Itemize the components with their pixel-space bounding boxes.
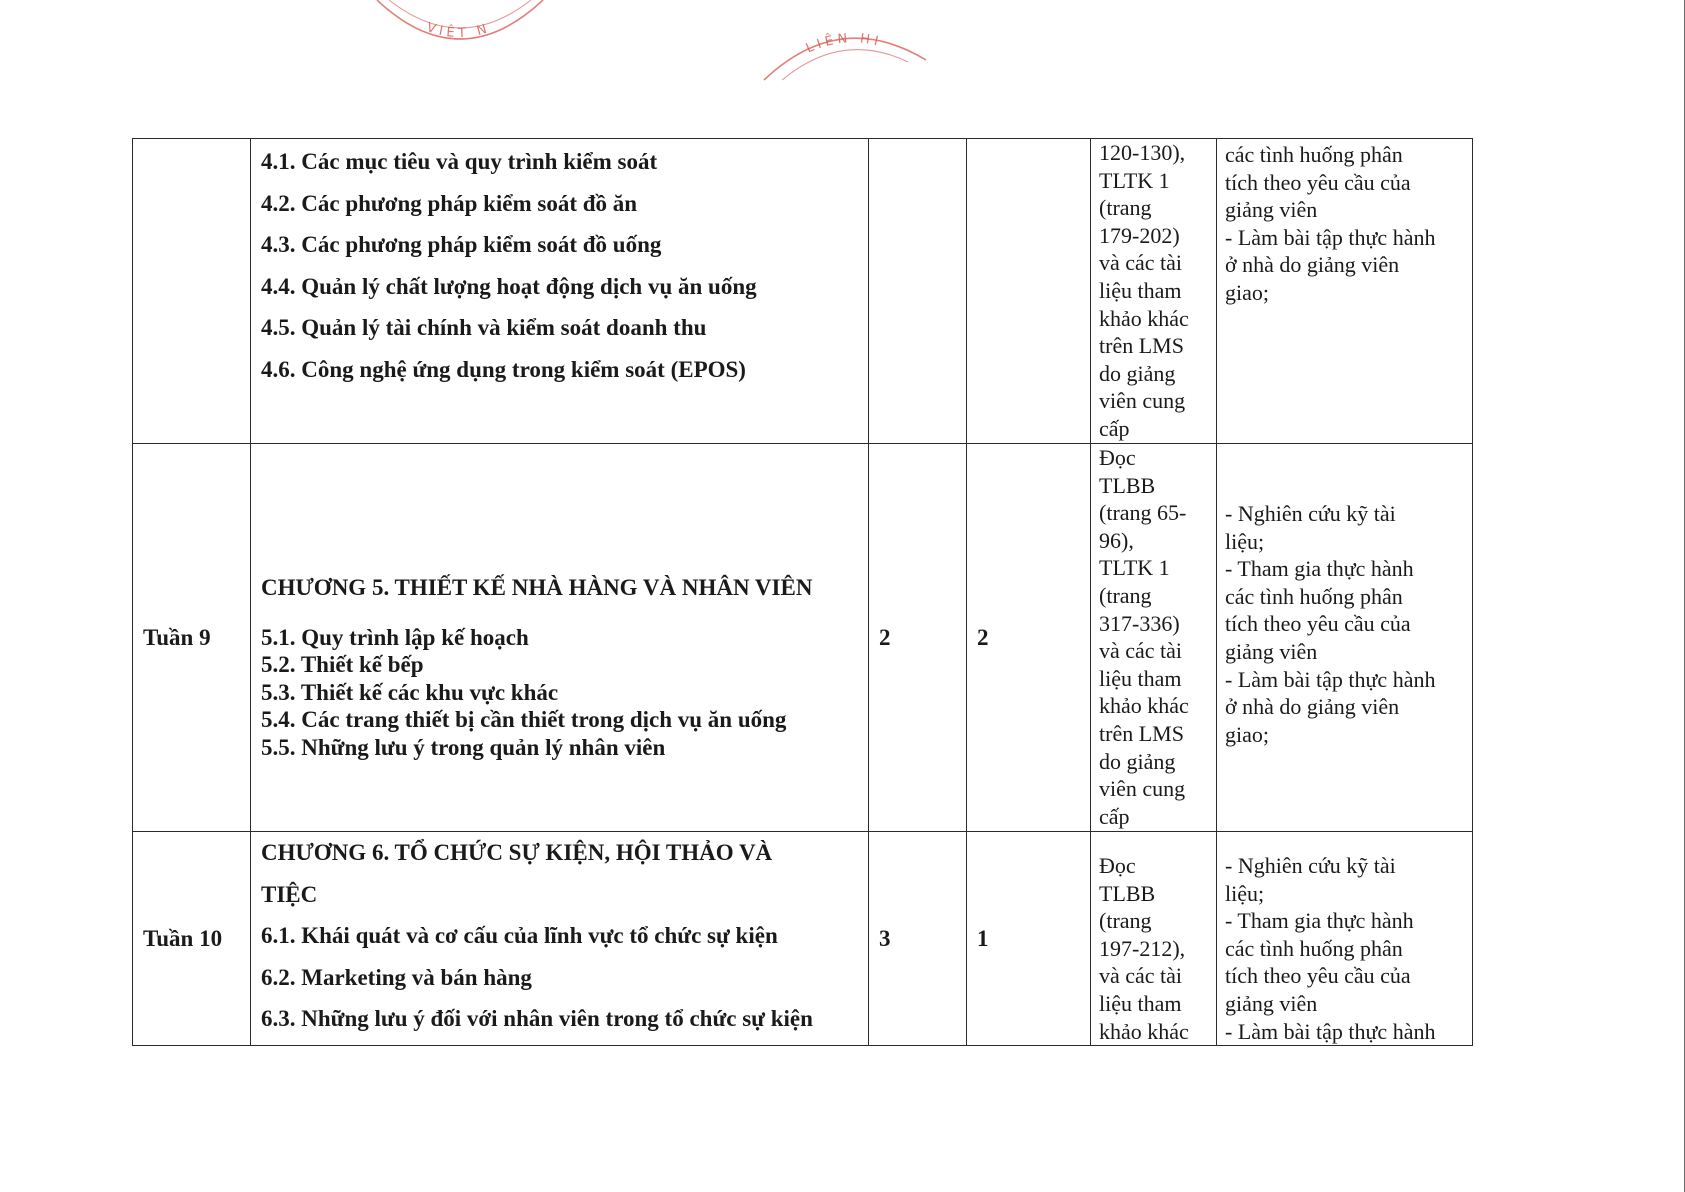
red-seal-stamp-right (760, 22, 930, 82)
topic-line: 6.1. Khái quát và cơ cấu của lĩnh vực tổ chức sự kiện (261, 923, 778, 948)
week-cell: Tuần 10 (133, 832, 251, 1046)
task-line: - Nghiên cứu kỹ tài (1225, 853, 1396, 878)
task-line: giảng viên (1225, 197, 1318, 223)
reference-line: viên cung (1099, 776, 1186, 802)
red-seal-stamp-left (375, 0, 545, 48)
practice-hours-cell: 2 (967, 444, 1091, 832)
reference-line: viên cung (1099, 388, 1186, 414)
reference-line: liệu tham (1099, 277, 1182, 303)
reference-line: trên LMS (1099, 333, 1184, 359)
task-line: liệu; (1225, 528, 1265, 554)
task-line: giảng viên (1225, 638, 1318, 664)
references-cell (1091, 139, 1217, 444)
topic-line: 5.1. Quy trình lập kế hoạch (261, 624, 529, 650)
references-cell (1091, 832, 1217, 1046)
reference-line: Đọc (1099, 445, 1136, 470)
syllabus-schedule-table (132, 138, 1473, 1046)
topic-line: 5.3. Thiết kế các khu vực khác (261, 679, 559, 705)
reference-line: và các tài (1099, 963, 1183, 989)
reference-line: TLTK 1 (1099, 167, 1170, 193)
reference-line: liệu tham (1099, 665, 1182, 691)
task-line: - Làm bài tập thực hành (1225, 1018, 1436, 1044)
topic-line: 6.3. Những lưu ý đối với nhân viên trong tổ chức sự kiện (261, 1006, 813, 1031)
task-line: tích theo yêu cầu của (1225, 963, 1411, 989)
table-row (133, 832, 1473, 1046)
svg-text:VIỆT N (425, 20, 493, 41)
reference-line: khảo khác (1099, 693, 1189, 719)
stamp-left-text: VIỆT N (424, 20, 493, 42)
task-line: tích theo yêu cầu của (1225, 611, 1411, 637)
task-line: tích theo yêu cầu của (1225, 169, 1411, 195)
task-line: giao; (1225, 279, 1269, 305)
task-line: - Tham gia thực hành (1225, 908, 1414, 934)
reference-line: và các tài (1099, 250, 1183, 276)
content-cell (251, 139, 869, 444)
topic-line: 6.2. Marketing và bán hàng (261, 964, 532, 990)
reference-line: (trang (1099, 195, 1152, 221)
practice-hours-cell: 1 (967, 832, 1091, 1046)
task-line: các tình huống phân (1225, 142, 1403, 167)
reference-line: (trang 65- (1099, 500, 1187, 526)
reference-line: 179-202) (1099, 222, 1180, 248)
reference-line: cấp (1099, 803, 1130, 829)
topic-line: 4.6. Công nghệ ứng dụng trong kiểm soát (EPOS) (261, 356, 746, 382)
reference-line: TLBB (1099, 472, 1156, 498)
theory-hours-cell: 2 (869, 444, 967, 832)
reference-line: trên LMS (1099, 720, 1184, 746)
task-line: - Làm bài tập thực hành (1225, 666, 1436, 692)
reference-line: và các tài (1099, 638, 1183, 664)
theory-hours-cell (869, 139, 967, 444)
theory-hours-cell: 3 (869, 832, 967, 1046)
reference-line: TLTK 1 (1099, 555, 1170, 581)
reference-line: (trang (1099, 582, 1152, 608)
task-line: ở nhà do giảng viên (1225, 252, 1400, 278)
task-line: - Làm bài tập thực hành (1225, 224, 1436, 250)
student-tasks-cell (1217, 444, 1473, 832)
topic-line: 4.1. Các mục tiêu và quy trình kiểm soát (261, 149, 658, 174)
chapter-title-continued: TIỆC (261, 881, 318, 907)
task-line: liệu; (1225, 880, 1265, 906)
task-line: - Nghiên cứu kỹ tài (1225, 501, 1396, 526)
task-line: giao; (1225, 721, 1269, 747)
chapter-title: CHƯƠNG 6. TỔ CHỨC SỰ KIỆN, HỘI THẢO VÀ (261, 840, 773, 865)
task-line: giảng viên (1225, 990, 1318, 1016)
task-line: ở nhà do giảng viên (1225, 694, 1400, 720)
topic-line: 4.3. Các phương pháp kiểm soát đồ uống (261, 232, 662, 257)
references-cell (1091, 444, 1217, 832)
student-tasks-cell (1217, 139, 1473, 444)
reference-line: cấp (1099, 415, 1130, 441)
reference-line: khảo khác (1099, 1018, 1189, 1044)
reference-line: khảo khác (1099, 305, 1189, 331)
topic-line: 5.2. Thiết kế bếp (261, 652, 424, 678)
table-row (133, 444, 1473, 832)
reference-line: 317-336) (1099, 610, 1180, 636)
reference-line: do giảng (1099, 748, 1176, 774)
reference-line: liệu tham (1099, 990, 1182, 1016)
reference-line: do giảng (1099, 360, 1176, 386)
reference-line: (trang (1099, 908, 1152, 934)
content-cell (251, 832, 869, 1046)
week-cell: Tuần 9 (133, 444, 251, 832)
topic-line: 5.4. Các trang thiết bị cần thiết trong dịch vụ ăn uống (261, 707, 787, 733)
reference-line: TLBB (1099, 880, 1156, 906)
week-cell (133, 139, 251, 444)
stamp-right-text: LIÊN HI (803, 31, 884, 57)
topic-line: 4.5. Quản lý tài chính và kiểm soát doanh thu (261, 315, 707, 340)
topic-line: 4.4. Quản lý chất lượng hoạt động dịch vụ ăn uống (261, 273, 757, 299)
reference-line: 120-130), (1099, 140, 1186, 165)
table-row (133, 139, 1473, 444)
task-line: - Tham gia thực hành (1225, 556, 1414, 582)
practice-hours-cell (967, 139, 1091, 444)
reference-line: 96), (1099, 527, 1134, 553)
reference-line: Đọc (1099, 853, 1136, 878)
student-tasks-cell (1217, 832, 1473, 1046)
svg-text:LIÊN HI (804, 31, 884, 56)
task-line: các tình huống phân (1225, 583, 1403, 609)
topic-line: 5.5. Những lưu ý trong quản lý nhân viên (261, 734, 666, 760)
reference-line: 197-212), (1099, 935, 1186, 961)
task-line: các tình huống phân (1225, 935, 1403, 961)
content-cell (251, 444, 869, 832)
topic-line: 4.2. Các phương pháp kiểm soát đồ ăn (261, 190, 638, 216)
chapter-title: CHƯƠNG 5. THIẾT KẾ NHÀ HÀNG VÀ NHÂN VIÊN (261, 574, 813, 600)
